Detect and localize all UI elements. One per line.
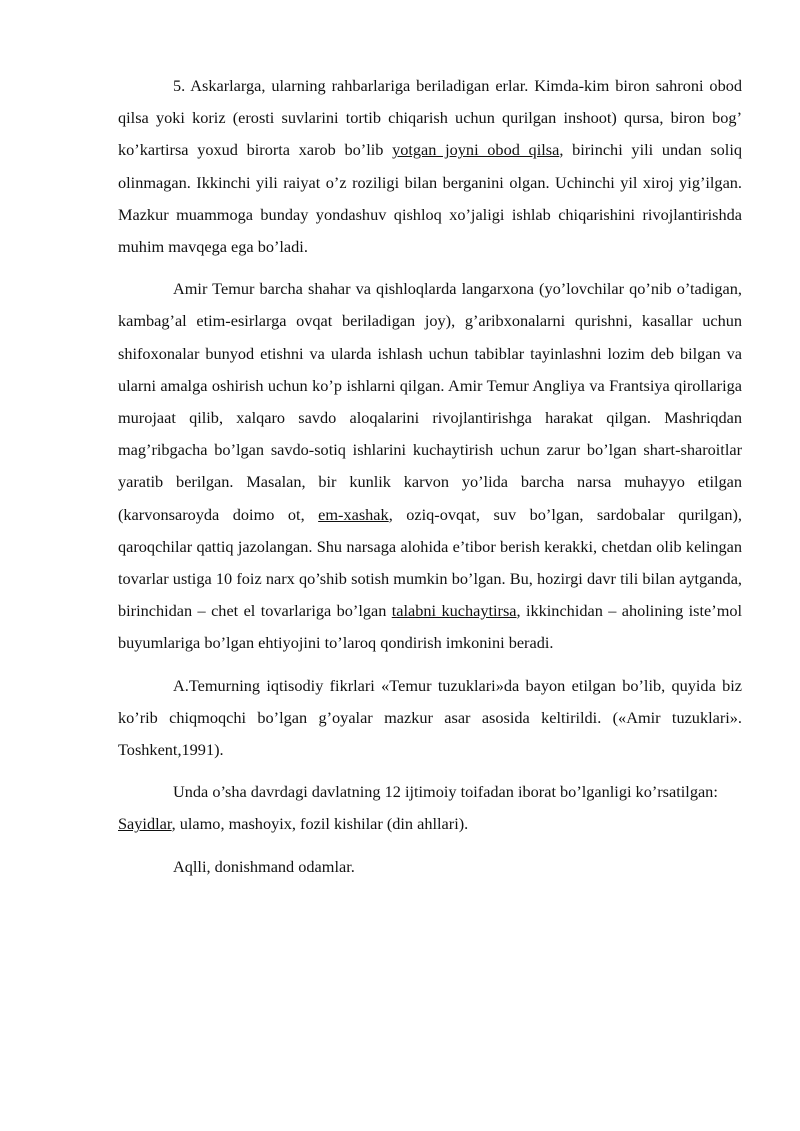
list-item-sayidlar [118,808,742,840]
paragraph-text: Unda o’sha davrdagi davlatning 12 ijtimoiy toifadan iborat bo’lganligi ko’rsatilgan: [173,782,718,802]
paragraph-text: , birinchi yili undan soliq olinmagan. Ikkinchi yili raiyat o’z roziligi bilan berganini olgan. Uchinchi yil xiroj yig’ilgan. Mazkur muammoga bunday yondashuv qishloq xo’jaligi ishlab chiqarishini rivojlantirishda muhim mavqega ega bo’ladi. [118,140,742,257]
paragraph-text: , ulamo, mashoyix, fozil kishilar (din ahllari). [171,814,469,834]
list-item-wise-people [118,851,742,883]
paragraph-text: Aqlli, donishmand odamlar. [173,856,355,876]
paragraph-text: A.Temurning iqtisodiy fikrlari «Temur tuzuklari»da bayon etilgan bo’lib, quyida biz ko’rib chiqmoqchi bo’lgan g’oyalar mazkur asar asosida keltirildi. («Amir tuzuklari». Toshkent,1991). [118,675,742,760]
underlined-phrase: talabni kuchaytirsa [391,601,517,621]
paragraph-text: , ikkinchidan – aholining iste’mol buyumlariga bo’lgan ehtiyojini to’laroq qondirish imkonini beradi. [118,601,743,653]
paragraph-text: Amir Temur barcha shahar va qishloqlarda langarxona (yo’lovchilar qo’nib o’tadigan, kambag’al etim-esirlarga ovqat beriladigan joy), g’aribxonalarni qurishni, kasallar uchun shifoxonalar bunyod etishni va ularda ishlash uchun tabiblar tayinlashni lozim deb bilgan va ularni amalga oshirish uchun ko’p ishlarni qilgan. Amir Temur Angliya va Frantsiya qirollariga murojaat qilib, xalqaro savdo aloqalarini rivojlantirishga harakat qilgan. Mashriqdan mag’ribgacha bo’lgan savdo-sotiq ishlarini kuchaytirish uchun zarur bo’lgan shart-sharoitlar yaratib berilgan. Masalan, bir kunlik karvon yo’lida barcha narsa muhayyo etilgan (karvonsaroyda doimo ot, [118,279,742,524]
document-page [118,70,742,883]
paragraph-social-classes [118,776,742,808]
paragraph-text: 5. Askarlarga, ularning rahbarlariga beriladigan erlar. Kimda-kim biron sahroni obod qilsa yoki koriz (erosti suvlarini tortib chiqarish uchun qurilgan inshoot) qursa, biron bog’ ko’kartirsa yoxud birorta xarob bo’lib [118,76,742,160]
paragraph-tuzuklar [118,670,742,767]
underlined-phrase: Sayidlar [118,814,172,834]
paragraph-text: , oziq-ovqat, suv bo’lgan, sardobalar qurilgan), qaroqchilar qattiq jazolangan. Shu narsaga alohida e’tibor berish kerakki, chetdan olib kelingan tovarlar ustiga 10 foiz narx qo’shib sotish mumkin bo’lgan. Bu, hozirgi davr tili bilan aytganda, birinchidan – chet el tovarlariga bo’lgan [118,504,742,621]
paragraph-amir-temur-trade [118,273,742,659]
underlined-phrase: yotgan joyni obod qilsa [392,140,560,160]
paragraph-land-grants [118,70,742,263]
underlined-phrase: em-xashak [318,504,389,524]
